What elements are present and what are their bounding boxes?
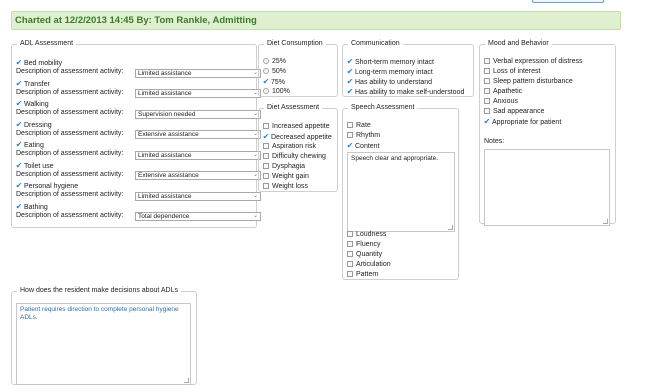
checkbox-label: Apathetic xyxy=(493,88,523,95)
decisions-textarea[interactable] xyxy=(16,303,191,385)
checkbox-label: Eating xyxy=(24,142,44,149)
assessment-select[interactable] xyxy=(135,192,261,201)
checkbox-label: Increased appetite xyxy=(272,123,330,130)
radio-label: 50% xyxy=(272,68,287,75)
checkbox-row[interactable] xyxy=(261,132,332,142)
assessment-select-value: Limited assistance xyxy=(138,151,192,159)
checkbox-icon[interactable] xyxy=(263,143,269,149)
checkbox-row[interactable] xyxy=(261,172,309,182)
checkmark-icon[interactable]: ✔ xyxy=(262,77,270,86)
checkmark-icon[interactable]: ✔ xyxy=(346,57,354,66)
checkbox-label: Decreased appetite xyxy=(271,134,332,141)
checkbox-icon[interactable] xyxy=(347,251,353,257)
speech-notes-text: Speech clear and appropriate. xyxy=(351,155,439,162)
checkbox-label: Walking xyxy=(24,101,49,108)
description-label: Description of assessment activity: xyxy=(16,211,124,219)
assessment-select[interactable] xyxy=(135,110,261,119)
checkbox-label: Articulation xyxy=(356,261,391,268)
checkbox-icon[interactable] xyxy=(347,241,353,247)
checkbox-label: Loudness xyxy=(356,231,387,238)
checkbox-row[interactable] xyxy=(14,202,214,212)
chevron-down-icon[interactable]: ⌄ xyxy=(252,213,258,219)
checkbox-row[interactable] xyxy=(345,270,379,280)
checkmark-icon[interactable]: ✔ xyxy=(346,67,354,76)
checkbox-row[interactable] xyxy=(345,57,434,67)
checkbox-label: Content xyxy=(355,143,380,150)
chevron-down-icon[interactable]: ⌄ xyxy=(252,131,258,137)
checkbox-label: Short-term memory intact xyxy=(355,59,434,66)
checkbox-icon[interactable] xyxy=(347,132,353,138)
checkbox-row[interactable] xyxy=(14,79,214,89)
assessment-select-value: Supervision needed xyxy=(138,110,196,118)
checkbox-label: Bed mobility xyxy=(24,60,63,67)
checkbox-label: Toilet use xyxy=(24,162,54,170)
resize-grip-icon[interactable] xyxy=(448,225,453,230)
diet-assessment-legend: Diet Assessment xyxy=(267,104,320,111)
checkbox-label: Rate xyxy=(356,122,371,129)
checkbox-icon[interactable] xyxy=(347,122,353,128)
checkbox-icon[interactable] xyxy=(263,173,269,179)
decisions-text: Patient requires direction to complete personal hygiene ADLs. xyxy=(20,306,179,321)
checkmark-icon[interactable]: ✔ xyxy=(15,140,23,149)
chevron-down-icon[interactable]: ⌄ xyxy=(252,172,258,178)
checkmark-icon[interactable]: ✔ xyxy=(262,132,270,141)
checkmark-icon[interactable]: ✔ xyxy=(15,160,23,170)
checkbox-icon[interactable] xyxy=(347,261,353,267)
checkbox-row[interactable] xyxy=(261,142,316,152)
checkbox-row[interactable] xyxy=(482,67,540,77)
speech-assessment-legend: Speech Assessment xyxy=(351,104,415,111)
checkbox-row[interactable] xyxy=(261,162,305,172)
mood-behavior-panel xyxy=(479,40,616,224)
chevron-down-icon[interactable]: ⌄ xyxy=(252,151,258,158)
checkbox-row[interactable] xyxy=(14,58,214,68)
assessment-select-value: Extensive assistance xyxy=(138,172,199,179)
description-label: Description of assessment activity: xyxy=(16,150,124,157)
checkbox-row[interactable] xyxy=(261,182,308,192)
checkbox-label: Loss of interest xyxy=(493,68,541,75)
assessment-select-value: Limited assistance xyxy=(138,192,192,200)
radio-label: 25% xyxy=(272,58,287,65)
checkbox-icon[interactable] xyxy=(484,58,490,64)
checkbox-icon[interactable] xyxy=(263,163,269,169)
mood-notes-textarea[interactable] xyxy=(484,149,610,226)
radio-icon[interactable] xyxy=(263,88,269,94)
assessment-select[interactable] xyxy=(135,212,261,221)
checkbox-row[interactable] xyxy=(14,120,214,130)
checkbox-row[interactable] xyxy=(482,117,561,127)
checkbox-row[interactable] xyxy=(345,141,380,151)
radio-label: 75% xyxy=(271,79,286,86)
checkbox-label: Sleep pattern disturbance xyxy=(493,78,573,85)
checkbox-label: Dysphagia xyxy=(272,163,306,170)
chevron-down-icon[interactable]: ⌄ xyxy=(252,90,258,96)
checkbox-label: Sad appearance xyxy=(493,108,545,115)
checkbox-row[interactable] xyxy=(482,87,522,97)
checkmark-icon[interactable]: ✔ xyxy=(483,117,491,126)
checkbox-row[interactable] xyxy=(345,121,371,131)
assessment-select-value: Limited assistance xyxy=(138,69,192,77)
assessment-select[interactable] xyxy=(135,171,261,180)
decisions-legend: How does the resident make decisions about ADLs xyxy=(20,287,178,294)
checkmark-icon[interactable]: ✔ xyxy=(346,141,354,150)
checkbox-label: Weight loss xyxy=(272,183,309,190)
radio-icon[interactable] xyxy=(263,58,269,64)
checkbox-icon[interactable] xyxy=(263,123,269,129)
checkbox-label: Personal hygiene xyxy=(24,183,79,190)
description-label: Description of assessment activity: xyxy=(16,109,124,116)
checkmark-icon[interactable]: ✔ xyxy=(346,77,354,86)
assessment-select-value: Extensive assistance xyxy=(138,131,199,138)
notes-label: Notes: xyxy=(484,138,505,145)
checkbox-label: Transfer xyxy=(24,80,50,88)
checkbox-label: Weight gain xyxy=(272,173,309,180)
checkbox-icon[interactable] xyxy=(263,153,269,159)
checkbox-label: Appropriate for patient xyxy=(492,119,562,126)
checkmark-icon[interactable]: ✔ xyxy=(346,87,354,96)
checkbox-label: Bathing xyxy=(24,203,48,211)
radio-option[interactable] xyxy=(261,67,286,77)
checkbox-row[interactable] xyxy=(345,230,386,240)
chevron-down-icon[interactable]: ⌄ xyxy=(252,192,258,199)
charted-header: Charted at 12/2/2013 14:45 By: Tom Rankle, Admitting xyxy=(11,11,621,30)
checkmark-icon[interactable]: ✔ xyxy=(15,181,23,190)
diet-assessment-panel xyxy=(258,104,338,192)
checkbox-row[interactable] xyxy=(345,240,381,250)
checkbox-row[interactable] xyxy=(14,181,214,191)
checkbox-icon[interactable] xyxy=(484,108,490,114)
checkbox-label: Anxious xyxy=(493,98,518,105)
checkbox-icon[interactable] xyxy=(347,231,353,237)
radio-icon[interactable] xyxy=(263,68,269,74)
diet-consumption-panel xyxy=(258,40,338,97)
checkbox-row[interactable] xyxy=(14,99,214,109)
assessment-select[interactable] xyxy=(135,69,261,78)
diet-consumption-legend: Diet Consumption xyxy=(267,40,323,47)
speech-assessment-panel xyxy=(342,104,459,280)
checkmark-icon[interactable]: ✔ xyxy=(15,78,23,88)
checkbox-row[interactable] xyxy=(345,250,382,260)
chevron-down-icon[interactable]: ⌄ xyxy=(252,110,258,117)
checkbox-icon[interactable] xyxy=(484,68,490,74)
checkbox-icon[interactable] xyxy=(484,78,490,84)
checkbox-icon[interactable] xyxy=(484,88,490,94)
description-label: Description of assessment activity: xyxy=(16,129,124,137)
resize-grip-icon[interactable] xyxy=(184,378,189,383)
resize-grip-icon[interactable] xyxy=(603,219,608,224)
radio-option[interactable] xyxy=(261,87,290,97)
adl-assessment-legend: ADL Assessment xyxy=(20,40,74,47)
checkbox-row[interactable] xyxy=(345,260,391,270)
checkbox-row[interactable] xyxy=(14,161,214,171)
checkmark-icon[interactable]: ✔ xyxy=(15,119,23,129)
checkbox-label: Dressing xyxy=(24,121,52,129)
checkbox-row[interactable] xyxy=(482,77,573,87)
checkbox-label: Has ability to make self-understood xyxy=(355,89,465,96)
checkbox-row[interactable] xyxy=(482,107,544,117)
description-label: Description of assessment activity: xyxy=(16,68,124,75)
description-label: Description of assessment activity: xyxy=(16,170,124,178)
checkbox-row[interactable] xyxy=(261,122,330,132)
checkbox-label: Difficulty chewing xyxy=(272,153,326,160)
checkbox-row[interactable] xyxy=(482,97,518,107)
radio-option[interactable] xyxy=(261,57,286,67)
checkbox-row[interactable] xyxy=(482,57,583,67)
speech-notes-textarea[interactable] xyxy=(347,152,455,232)
mood-behavior-legend: Mood and Behavior xyxy=(488,40,549,47)
description-label: Description of assessment activity: xyxy=(16,88,124,96)
top-action-button[interactable] xyxy=(532,0,604,3)
checkbox-label: Fluency xyxy=(356,241,381,248)
assessment-select-value: Limited assistance xyxy=(138,90,192,97)
checkbox-label: Rhythm xyxy=(356,132,381,139)
checkbox-label: Has ability to understand xyxy=(355,79,433,86)
checkmark-icon[interactable]: ✔ xyxy=(15,58,23,67)
checkbox-row[interactable] xyxy=(345,131,380,141)
assessment-select[interactable] xyxy=(135,130,261,139)
adl-assessment-panel xyxy=(11,40,257,228)
checkmark-icon[interactable]: ✔ xyxy=(15,201,23,211)
checkbox-row[interactable] xyxy=(345,87,464,97)
decisions-panel xyxy=(11,287,197,385)
checkbox-icon[interactable] xyxy=(484,98,490,104)
checkbox-label: Quantity xyxy=(356,251,383,258)
checkbox-row[interactable] xyxy=(345,77,432,87)
checkbox-row[interactable] xyxy=(14,140,214,150)
radio-label: 100% xyxy=(272,88,290,95)
radio-option[interactable] xyxy=(261,77,285,87)
communication-panel xyxy=(342,40,474,97)
checkbox-label: Aspiration risk xyxy=(272,143,316,150)
checkbox-icon[interactable] xyxy=(263,183,269,189)
checkbox-label: Pattern xyxy=(356,271,379,278)
checkbox-icon[interactable] xyxy=(347,271,353,277)
description-label: Description of assessment activity: xyxy=(16,191,124,198)
assessment-select[interactable] xyxy=(135,151,261,160)
chevron-down-icon[interactable]: ⌄ xyxy=(252,69,258,76)
checkmark-icon[interactable]: ✔ xyxy=(15,99,23,108)
checkbox-row[interactable] xyxy=(261,152,326,162)
assessment-select-value: Total dependence xyxy=(138,213,190,220)
checkbox-label: Verbal expression of distress xyxy=(493,58,583,65)
assessment-select[interactable] xyxy=(135,89,261,98)
checkbox-label: Long-term memory intact xyxy=(355,69,433,76)
communication-legend: Communication xyxy=(351,40,400,47)
checkbox-row[interactable] xyxy=(345,67,433,77)
